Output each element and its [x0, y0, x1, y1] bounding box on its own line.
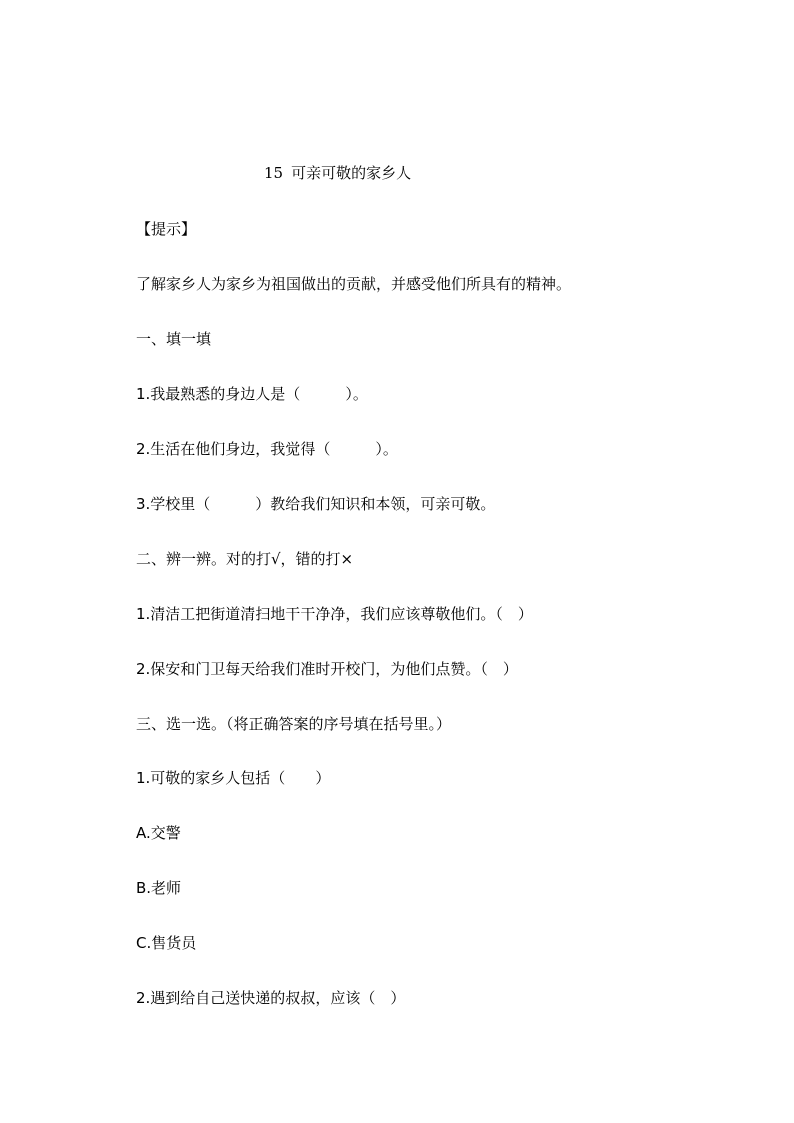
title-text: 可亲可敬的家乡人 [291, 164, 412, 182]
page-title [264, 163, 411, 183]
section1-heading: 一、填一填 [136, 330, 212, 348]
hint-label: 【提示】 [136, 220, 197, 238]
title-number: 15 [264, 164, 284, 182]
section1-item-2: 2.生活在他们身边，我觉得（ ）。 [136, 440, 398, 458]
section2-item-1: 1.清洁工把街道清扫地干干净净，我们应该尊敬他们。（ ） [136, 605, 533, 623]
option-c: C.售货员 [136, 934, 197, 952]
section2-heading: 二、辨一辨。对的打√，错的打× [136, 550, 354, 568]
section3-question-1: 1.可敬的家乡人包括（ ） [136, 769, 331, 787]
section3-question-2: 2.遇到给自己送快递的叔叔，应该（ ） [136, 989, 406, 1007]
option-b: B.老师 [136, 879, 182, 897]
hint-text: 了解家乡人为家乡为祖国做出的贡献，并感受他们所具有的精神。 [136, 275, 572, 293]
section1-item-3: 3.学校里（ ）教给我们知识和本领，可亲可敬。 [136, 495, 496, 513]
section2-item-2: 2.保安和门卫每天给我们准时开校门，为他们点赞。（ ） [136, 660, 518, 678]
section3-heading: 三、选一选。（将正确答案的序号填在括号里。） [136, 715, 452, 733]
option-a: A.交警 [136, 824, 181, 842]
section1-item-1: 1.我最熟悉的身边人是（ ）。 [136, 385, 368, 403]
